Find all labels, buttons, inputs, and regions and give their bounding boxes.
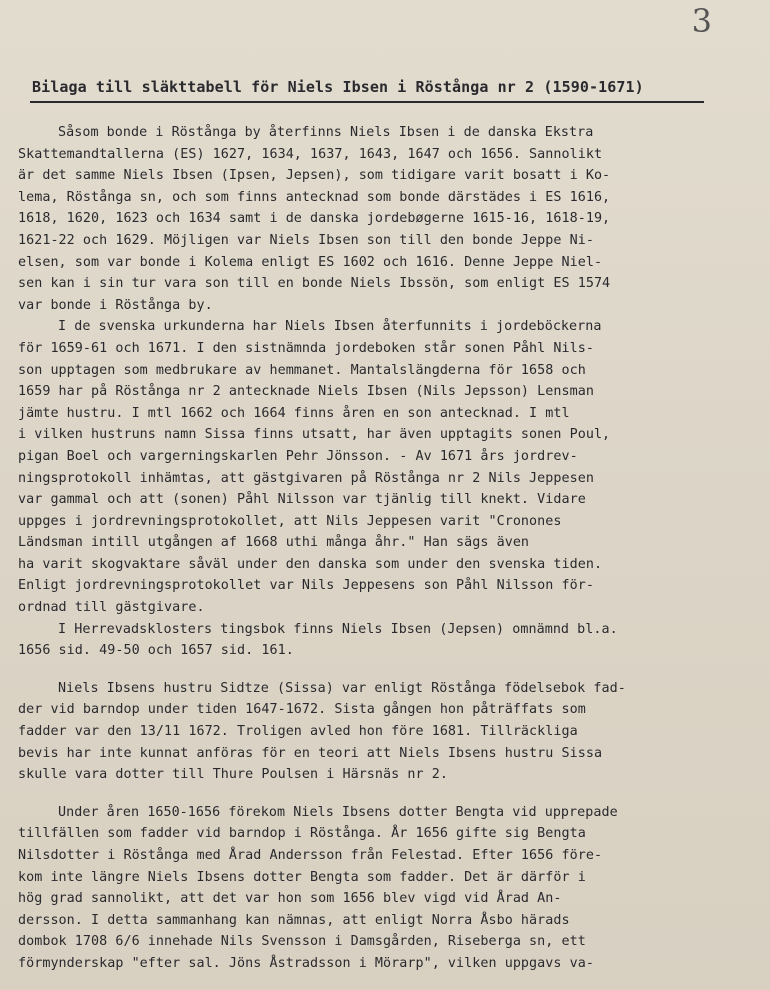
text-line: ha varit skogvaktare såväl under den danska som under den svenska tiden. <box>18 556 603 572</box>
paragraph <box>18 678 768 786</box>
text-line: tillfällen som fadder vid barndop i Röstånga. År 1656 gifte sig Bengta <box>18 826 586 842</box>
text-line: Ländsman intill utgången af 1668 uthi många åhr." Han sägs även <box>18 535 530 551</box>
text-line: 1618, 1620, 1623 och 1634 samt i de danska jordebøgerne 1615-16, 1618-19, <box>18 211 611 227</box>
text-line: dersson. I detta sammanhang kan nämnas, att enligt Norra Åsbo härads <box>18 912 570 928</box>
text-line: förmynderskap "efter sal. Jöns Åstradsson i Mörarp", vilken uppgavs va- <box>18 955 594 971</box>
text-line: sen kan i sin tur vara son till en bonde Niels Ibssön, som enligt ES 1574 <box>18 276 611 292</box>
text-line: 1659 har på Röstånga nr 2 antecknade Niels Ibsen (Nils Jepsson) Lensman <box>18 384 594 400</box>
text-line: ningsprotokoll inhämtas, att gästgivaren på Röstånga nr 2 Nils Jeppesen <box>18 470 594 486</box>
text-line: dombok 1708 6/6 innehade Nils Svensson i Damsgården, Riseberga sn, ett <box>18 934 586 950</box>
text-line: son upptagen som medbrukare av hemmanet. Mantalslängderna för 1658 och <box>18 362 586 378</box>
text-line: var gammal och att (sonen) Påhl Nilsson var tjänlig till knekt. Vidare <box>18 492 586 508</box>
paragraph <box>18 802 768 975</box>
text-line: kom inte längre Niels Ibsens dotter Bengta som fadder. Det är därför i <box>18 869 586 885</box>
text-line: ordnad till gästgivare. <box>18 600 205 616</box>
text-line: Såsom bonde i Röstånga by återfinns Niels Ibsen i de danska Ekstra <box>58 125 594 140</box>
text-line: lema, Röstånga sn, och som finns antecknad som bonde därstädes i ES 1616, <box>18 189 611 205</box>
text-line: Niels Ibsens hustru Sidtze (Sissa) var enligt Röstånga födelsebok fad- <box>58 680 626 696</box>
text-line: 1656 sid. 49-50 och 1657 sid. 161. <box>18 643 294 659</box>
text-line: Skattemandtallerna (ES) 1627, 1634, 1637, 1643, 1647 och 1656. Sannolikt <box>18 146 603 162</box>
text-line: i vilken hustruns namn Sissa finns utsatt, har även upptagits sonen Poul, <box>18 427 611 443</box>
text-line: Enligt jordrevningsprotokollet var Nils Jeppesens son Påhl Nilsson för- <box>18 578 594 594</box>
paragraph <box>18 122 768 316</box>
paragraph-gap <box>18 662 768 678</box>
text-line: är det samme Niels Ibsen (Ipsen, Jepsen), som tidigare varit bosatt i Ko- <box>18 168 611 184</box>
text-line: der vid barndop under tiden 1647-1672. Sista gången hon påträffats som <box>18 702 586 718</box>
paragraph <box>18 316 768 618</box>
text-line: I Herrevadsklosters tingsbok finns Niels Ibsen (Jepsen) omnämnd bl.a. <box>58 621 618 637</box>
text-line: 1621-22 och 1629. Möjligen var Niels Ibsen son till den bonde Jeppe Ni- <box>18 232 594 248</box>
text-line: bevis har inte kunnat anföras för en teori att Niels Ibsens hustru Sissa <box>18 745 603 761</box>
paragraph-gap <box>18 786 768 802</box>
text-line: hög grad sannolikt, att det var hon som 1656 blev vigd vid Årad An- <box>18 891 562 907</box>
text-line: för 1659-61 och 1671. I den sistnämnda jordeboken står sonen Påhl Nils- <box>18 340 594 356</box>
text-line: I de svenska urkunderna har Niels Ibsen återfunnits i jordeböckerna <box>58 319 602 335</box>
text-line: var bonde i Röstånga by. <box>18 297 213 313</box>
text-line: fadder var den 13/11 1672. Troligen avled hon före 1681. Tillräckliga <box>18 724 578 740</box>
text-line: skulle vara dotter till Thure Poulsen i Härsnäs nr 2. <box>18 767 448 783</box>
text-line: elsen, som var bonde i Kolema enligt ES 1602 och 1616. Denne Jeppe Niel- <box>18 254 603 270</box>
text-line: Nilsdotter i Röstånga med Årad Andersson från Felestad. Efter 1656 före- <box>18 848 603 863</box>
text-line: Under åren 1650-1656 förekom Niels Ibsens dotter Bengta vid upprepade <box>58 804 618 820</box>
text-line: uppges i jordrevningsprotokollet, att Nils Jeppesen varit "Cronones <box>18 513 562 529</box>
text-line: pigan Boel och vargerningskarlen Pehr Jönsson. - Av 1671 års jordrev- <box>18 448 578 464</box>
document-title: Bilaga till släkttabell för Niels Ibsen i Röstånga nr 2 (1590-1671) <box>32 78 644 96</box>
paragraph <box>18 619 768 662</box>
title-underline <box>30 101 704 103</box>
page-number: 3 <box>691 2 712 40</box>
text-line: jämte hustru. I mtl 1662 och 1664 finns åren en son antecknad. I mtl <box>18 405 570 421</box>
body-text <box>18 122 768 975</box>
